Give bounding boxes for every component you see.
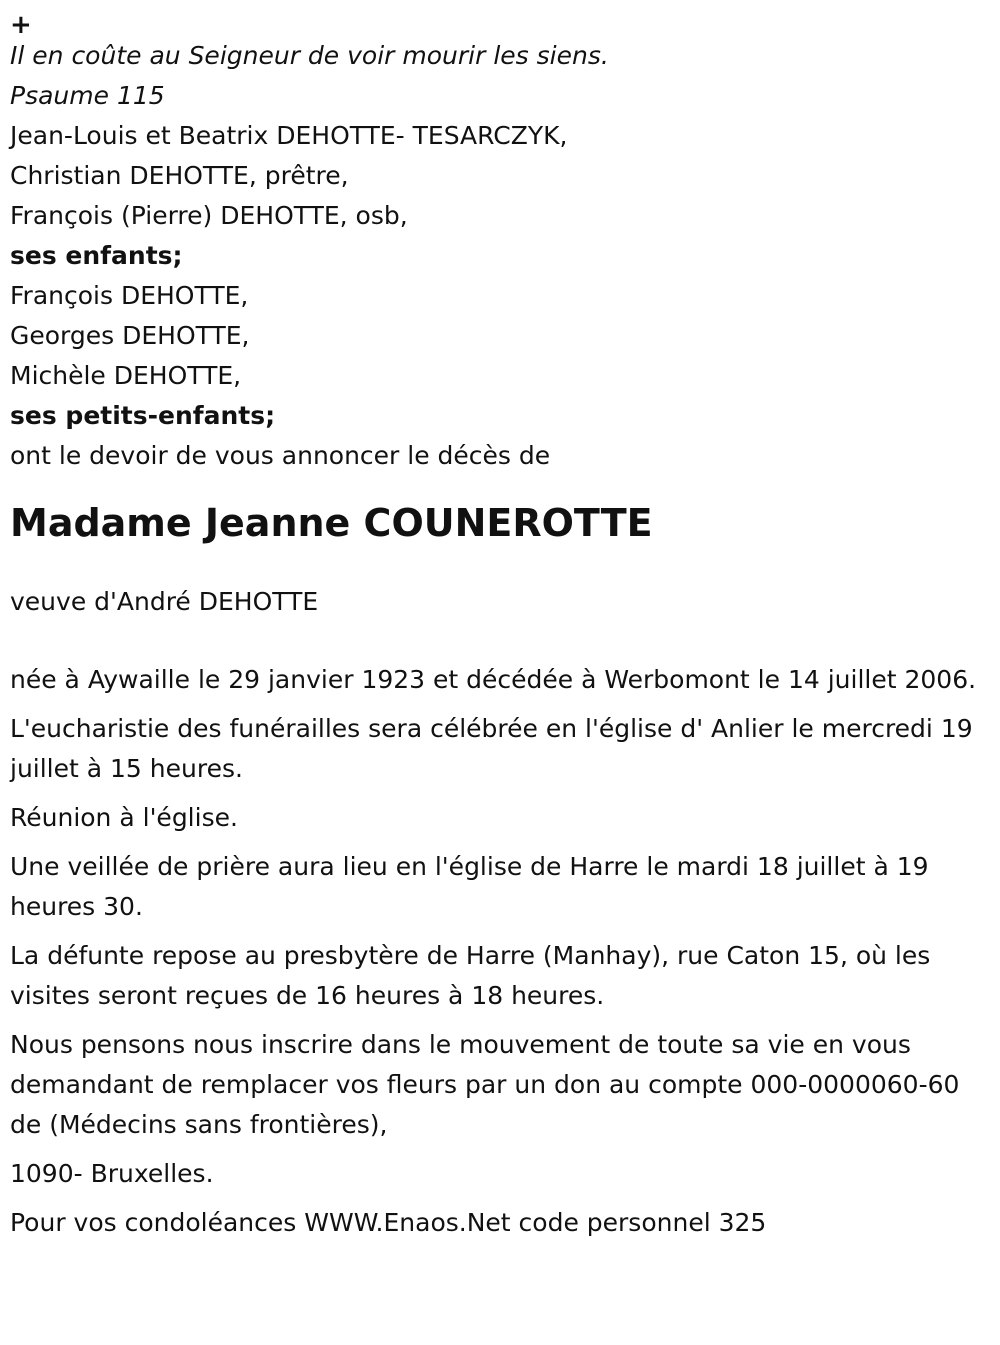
condolences-info: Pour vos condoléances WWW.Enaos.Net code personnel 325 xyxy=(10,1208,767,1237)
visitation-info: La défunte repose au presbytère de Harre (Manhay), rue Caton 15, où les visites seront reçues de 16 heures à 18 heures. xyxy=(10,941,931,1010)
cross-symbol: + xyxy=(10,10,32,40)
vigil-info: Une veillée de prière aura lieu en l'église de Harre le mardi 18 juillet à 19 heures 30. xyxy=(10,852,929,921)
widow-of: veuve d'André DEHOTTE xyxy=(10,587,319,616)
donation-info: Nous pensons nous inscrire dans le mouvement de toute sa vie en vous demandant de remplacer vos fleurs par un don au compte 000-0000060-60 de (Médecins sans frontières), xyxy=(10,1030,960,1139)
child-name: François (Pierre) DEHOTTE, osb, xyxy=(10,201,408,230)
bible-quote-reference: Psaume 115 xyxy=(10,81,165,110)
birth-death-dates: née à Aywaille le 29 janvier 1923 et décédée à Werbomont le 14 juillet 2006. xyxy=(10,665,977,694)
grandchildren-label: ses petits-enfants; xyxy=(10,401,276,430)
child-name: Jean-Louis et Beatrix DEHOTTE- TESARCZYK, xyxy=(10,121,568,150)
grandchild-name: François DEHOTTE, xyxy=(10,281,249,310)
donation-city: 1090- Bruxelles. xyxy=(10,1159,214,1188)
child-name: Christian DEHOTTE, prêtre, xyxy=(10,161,349,190)
obituary-page xyxy=(0,10,1000,1345)
grandchild-name: Georges DEHOTTE, xyxy=(10,321,250,350)
announcement-text: ont le devoir de vous annoncer le décès de xyxy=(10,441,551,470)
meeting-info: Réunion à l'église. xyxy=(10,803,238,832)
funeral-mass-info: L'eucharistie des funérailles sera célébrée en l'église d' Anlier le mercredi 19 juillet à 15 heures. xyxy=(10,714,973,783)
deceased-name: Madame Jeanne COUNEROTTE xyxy=(10,501,653,545)
grandchild-name: Michèle DEHOTTE, xyxy=(10,361,242,390)
children-label: ses enfants; xyxy=(10,241,183,270)
bible-quote: Il en coûte au Seigneur de voir mourir les siens. xyxy=(10,41,609,70)
